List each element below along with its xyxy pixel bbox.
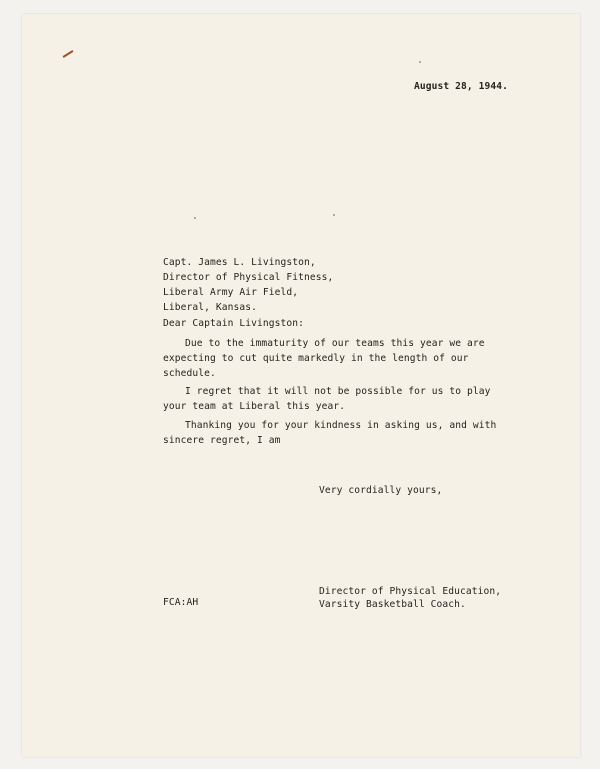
signature-line: Varsity Basketball Coach. [319, 599, 466, 610]
paragraph-line: sincere regret, I am [163, 435, 281, 446]
paper-speck [419, 61, 421, 63]
signature-line: Director of Physical Education, [319, 586, 502, 597]
salutation: Dear Captain Livingston: [163, 318, 305, 329]
recipient-line: Director of Physical Fitness, [163, 272, 334, 283]
paragraph-line: your team at Liberal this year. [163, 401, 346, 412]
pencil-mark [62, 50, 73, 58]
paragraph-line: Due to the immaturity of our teams this year we are [185, 338, 485, 349]
typist-initials: FCA:AH [163, 597, 199, 608]
paragraph-line: expecting to cut quite markedly in the length of our [163, 353, 469, 364]
paper-speck [333, 214, 335, 216]
paragraph-line: schedule. [163, 368, 216, 379]
paragraph-line: I regret that it will not be possible for us to play [185, 386, 491, 397]
recipient-line: Liberal, Kansas. [163, 302, 258, 313]
paragraph-line: Thanking you for your kindness in asking us, and with [185, 420, 497, 431]
closing: Very cordially yours, [319, 485, 443, 496]
letter-date: August 28, 1944. [414, 81, 509, 92]
recipient-line: Liberal Army Air Field, [163, 287, 299, 298]
recipient-line: Capt. James L. Livingston, [163, 257, 316, 268]
paper-speck [194, 217, 196, 219]
